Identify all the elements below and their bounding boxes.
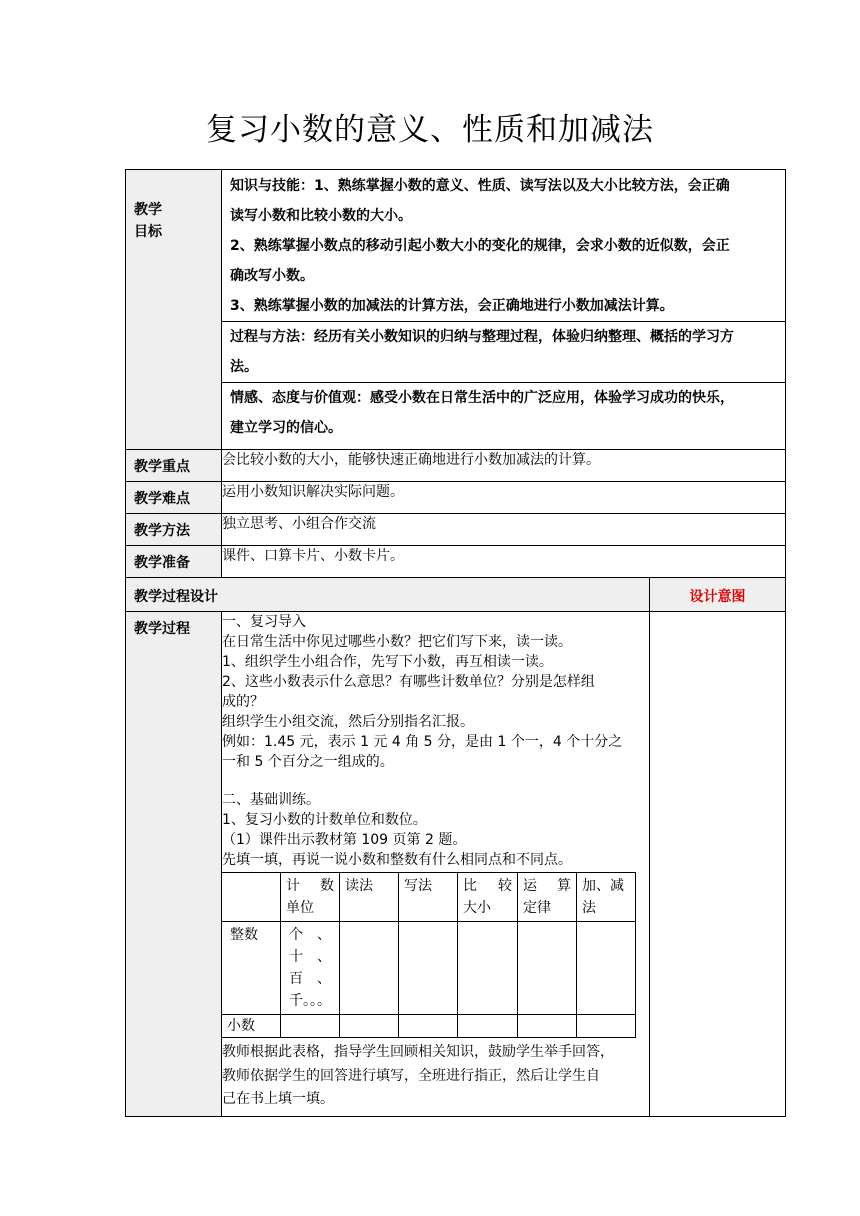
knowledge-line: 2、熟练掌握小数点的移动引起小数大小的变化的规律，会求小数的近似数，会正 [230,238,730,254]
empty-cell [281,1015,340,1038]
decimal-row [222,1015,636,1038]
process-line: 己在书上填一填。 [222,1091,334,1107]
process-row [126,612,786,1117]
empty-cell [458,922,518,1015]
header-line: 定律 [523,900,551,916]
empty-cell [518,922,577,1015]
header-line: 运 算 [523,878,571,894]
comparison-table [221,872,636,1038]
preparation-label: 教学准备 [126,546,222,578]
knowledge-line: 读写小数和比较小数的大小。 [230,208,412,224]
difficulties-label: 教学难点 [126,482,222,514]
objectives-process-row [126,322,786,383]
process-line: 二、基础训练。 [222,792,320,808]
lesson-plan-table [125,169,786,1117]
header-line: 大小 [463,900,491,916]
difficulties-value: 运用小数知识解决实际问题。 [222,482,786,514]
corner-cell [222,873,281,922]
design-header-left: 教学过程设计 [126,578,650,612]
empty-cell [399,1015,458,1038]
header-line: 单位 [286,900,314,916]
header-line: 加、减 [582,878,624,894]
decimal-label: 小数 [222,1015,281,1038]
design-header-row [126,578,786,612]
process-line: 一、复习导入 [222,614,306,630]
objectives-knowledge-row [126,170,786,322]
emotion-values-cell [222,383,786,450]
unit-line: 个 、 [289,927,331,943]
process-line: 先填一填，再说一说小数和整数有什么相同点和不同点。 [222,852,572,868]
process-line: 成的？ [222,694,264,710]
header-cell [281,873,340,922]
process-line: 法。 [230,359,258,375]
header-cell [577,873,636,922]
integer-row [222,922,636,1015]
methods-label: 教学方法 [126,514,222,546]
comparison-header-row [222,873,636,922]
integer-label: 整数 [222,922,281,1015]
knowledge-line: 确改写小数。 [230,268,314,284]
methods-row [126,514,786,546]
process-line: 2、这些小数表示什么意思？有哪些计数单位？分别是怎样组 [222,674,595,690]
process-label: 教学过程 [126,612,222,1117]
header-line: 计 数 [286,878,334,894]
process-line: 教师根据此表格，指导学生回顾相关知识，鼓励学生举手回答， [222,1044,614,1060]
emotion-line: 建立学习的信心。 [230,420,342,436]
process-line: （1）课件出示教材第 109 页第 2 题。 [222,832,467,848]
unit-line: 十 、 [289,949,331,965]
key-points-label: 教学重点 [126,450,222,482]
key-points-value: 会比较小数的大小，能够快速正确地进行小数加减法的计算。 [222,450,786,482]
knowledge-line: 知识与技能：1、熟练掌握小数的意义、性质、读写法以及大小比较方法，会正确 [230,178,730,194]
empty-cell [577,922,636,1015]
key-points-row [126,450,786,482]
design-intent-cell [650,612,786,1117]
process-line: 1、组织学生小组合作，先写下小数，再互相读一读。 [222,654,553,670]
process-line: 过程与方法：经历有关小数知识的归纳与整理过程，体验归纳整理、概括的学习方 [230,329,734,345]
preparation-value: 课件、口算卡片、小数卡片。 [222,546,786,578]
header-line: 读法 [345,878,373,894]
methods-value: 独立思考、小组合作交流 [222,514,786,546]
header-line: 比 较 [463,878,512,894]
empty-cell [458,1015,518,1038]
objectives-emotion-row [126,383,786,450]
knowledge-skills-cell [222,170,786,322]
empty-cell [340,922,399,1015]
process-line: 组织学生小组交流，然后分别指名汇报。 [222,714,474,730]
header-cell [518,873,577,922]
unit-line: 百 、 [289,971,331,987]
objectives-label-line1: 教学 [134,202,162,218]
header-line: 法 [582,900,596,916]
header-cell [458,873,518,922]
objectives-label-cell [126,170,222,450]
process-line: 一和 5 个百分之一组成的。 [222,754,394,770]
process-methods-cell [222,322,786,383]
page-title: 复习小数的意义、性质和加减法 [206,112,654,148]
process-line: 在日常生活中你见过哪些小数？把它们写下来，读一读。 [222,634,572,650]
objectives-label-line2: 目标 [134,224,162,240]
header-cell [399,873,458,922]
emotion-line: 情感、态度与价值观：感受小数在日常生活中的广泛应用，体验学习成功的快乐， [230,390,734,406]
empty-cell [340,1015,399,1038]
process-line: 教师依据学生的回答进行填写，全班进行指正，然后让学生自 [222,1067,600,1084]
process-line: 例如：1.45 元，表示 1 元 4 角 5 分，是由 1 个一，4 个十分之 [222,734,623,750]
empty-cell [518,1015,577,1038]
empty-cell [399,922,458,1015]
process-content [222,612,650,1117]
design-intent-header: 设计意图 [650,578,786,612]
header-cell [340,873,399,922]
process-line: 1、复习小数的计数单位和数位。 [222,812,427,828]
difficulties-row [126,482,786,514]
knowledge-line: 3、熟练掌握小数的加减法的计算方法，会正确地进行小数加减法计算。 [230,298,674,314]
empty-cell [577,1015,636,1038]
unit-line: 千。。。 [289,993,331,1009]
preparation-row [126,546,786,578]
header-line: 写法 [404,878,432,894]
integer-units-cell [281,922,340,1015]
